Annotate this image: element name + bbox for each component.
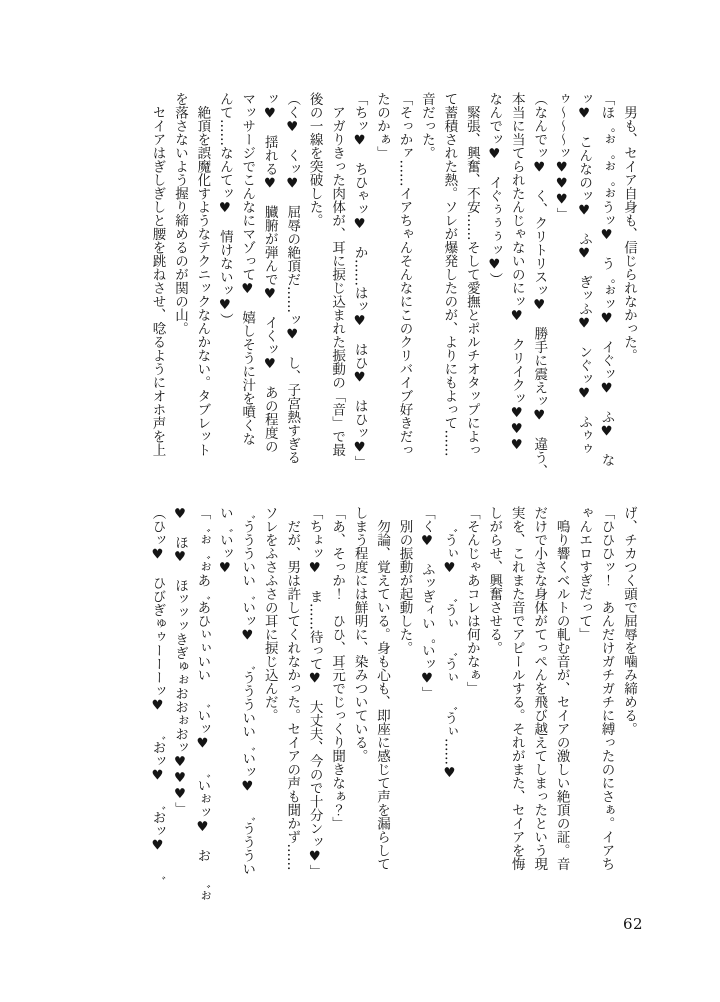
text-line: ゛うぃ♥ ゛うぃ ゛うぃ ゛うぃ……♥ bbox=[441, 506, 458, 781]
text-line: ソレをふさふさの耳に捩じ込んだ。 bbox=[261, 506, 278, 722]
text-block-top bbox=[146, 92, 640, 478]
text-block-bottom bbox=[146, 506, 640, 903]
text-line: 男も、セイア自身も、信じられなかった。 bbox=[621, 92, 637, 362]
text-line: ゛ううういい゛いッ♥ ゛ううういい゛いッ♥ ゛うううい bbox=[239, 506, 256, 876]
text-line: い゛いッ♥ bbox=[216, 506, 233, 576]
text-line: （く♥ くッ♥ 屈辱の絶頂だ……ッ♥ し、子宮熱すぎる bbox=[284, 92, 301, 464]
text-line: セイアはぎしぎしと腰を跳ねさせ、唸るようにオホ声を上 bbox=[149, 92, 166, 457]
text-line: 音だった。 bbox=[418, 92, 435, 160]
text-line: 後の一線を突破した。 bbox=[306, 92, 323, 227]
text-line: 「あ、そっか！ ひひ、耳元でじっくり聞きなぁ？」 bbox=[329, 506, 346, 830]
text-line: を落さないよう握り締めるのが関の山。 bbox=[171, 92, 188, 335]
text-line: 絶頂を誤魔化すようなテクニックなんかない。タブレット bbox=[194, 92, 211, 457]
text-line: たのかぁ」 bbox=[374, 92, 391, 160]
text-line: 「そっかァ……イアちゃんそんなにこのクリバイブ好きだっ bbox=[396, 92, 413, 457]
text-line: ッ♥ 揺れる♥ 臓腑が弾んで♥ イくッ♥ あの程度の bbox=[261, 92, 278, 453]
text-line: 実を、これまた音でアピールする。それがまた、セイアを悔 bbox=[508, 506, 525, 871]
text-line: ♥ ほ♥ ほッッッきぎゅぉおおぉおッ♥♥♥」 bbox=[171, 506, 188, 816]
text-line: なんでッ♥ イぐぅぅぅッ♥） bbox=[486, 92, 503, 286]
text-line: しまう程度には鮮明に、染みついている。 bbox=[351, 506, 368, 763]
text-line: ゥ～～～ッ♥♥♥」 bbox=[553, 92, 570, 221]
text-line: だけで小さな身体がてっぺんを飛び越えてしまったという現 bbox=[531, 506, 548, 871]
text-line: 「ほ゜ぉ゜ぉ゜ぉうッ♥ う゜ぉッ♥ イぐッ♥ ふ♥ な bbox=[598, 92, 615, 467]
text-line: 勿論、覚えている。身も心も、即座に感じて声を漏らして bbox=[374, 506, 391, 871]
text-line: げ、チカつく頭で屈辱を噛み締める。 bbox=[621, 506, 637, 736]
text-line: 「そんじゃあコレは何かなぁ」 bbox=[463, 506, 480, 695]
text-line: んて……なんてッ♥ 情けないッ♥） bbox=[216, 92, 233, 327]
text-line: 鳴り響くベルトの軋む音が、セイアの激しい絶頂の証。音 bbox=[553, 506, 570, 871]
text-line: 「ちょッ♥ ま……待って♥ 大丈夫、今ので十分ンッ♥」 bbox=[306, 506, 323, 878]
text-line: アガりきった肉体が、耳に捩じ込まれた振動の「音」で最 bbox=[329, 92, 346, 457]
text-line: 「ちッ♥ ちひゃッ♥ か……はッ♥ はひ♥ はひッ♥」 bbox=[351, 92, 368, 469]
text-line: だが、男は許してくれなかった。セイアの声も聞かず…… bbox=[284, 506, 301, 871]
text-line: しがらせ、興奮させる。 bbox=[486, 506, 503, 655]
text-line: 「ひひひッ！ あんだけガチガチに縛ったのにさぁ。イアち bbox=[598, 506, 615, 871]
text-line: 緊張、興奮、不安……そして愛撫とポルチオタップによっ bbox=[463, 92, 480, 457]
text-line: 「゛ぉ゛ぉあ゛あひぃぃいい ゛いッ♥ ゛いぉッ♥ お ゛ぉ bbox=[194, 506, 211, 903]
text-line: 別の振動が起動した。 bbox=[396, 506, 413, 655]
text-line: ゃんエロすぎだって」 bbox=[576, 506, 593, 641]
text-line: （ひッ♥ ひびぎゅゥーーーッ♥ ゛おッ♥ ゛おッ♥ ゛ bbox=[149, 506, 166, 881]
text-line: マッサージでこんなにマゾって♥ 嬉しそうに汁を噴くな bbox=[239, 92, 256, 446]
text-line: ッ♥ こんなのッ♥ ふ♥ ぎッふ♥ ンぐッ♥ ふゥゥ bbox=[576, 92, 593, 456]
page-number: 62 bbox=[623, 915, 644, 933]
text-line: て蓄積された熱。ソレが爆発したのが、よりにもよって…… bbox=[441, 92, 458, 457]
text-line: 「く♥ ふッぎィい゜いッ♥」 bbox=[418, 506, 435, 700]
text-line: （なんでッ♥ く、クリトリスッ♥ 勝手に震えッ♥ 違う、 bbox=[531, 92, 548, 478]
text-line: 本当に当てられたんじゃないのにッ♥ クリイクッ♥♥♥ bbox=[508, 92, 525, 453]
